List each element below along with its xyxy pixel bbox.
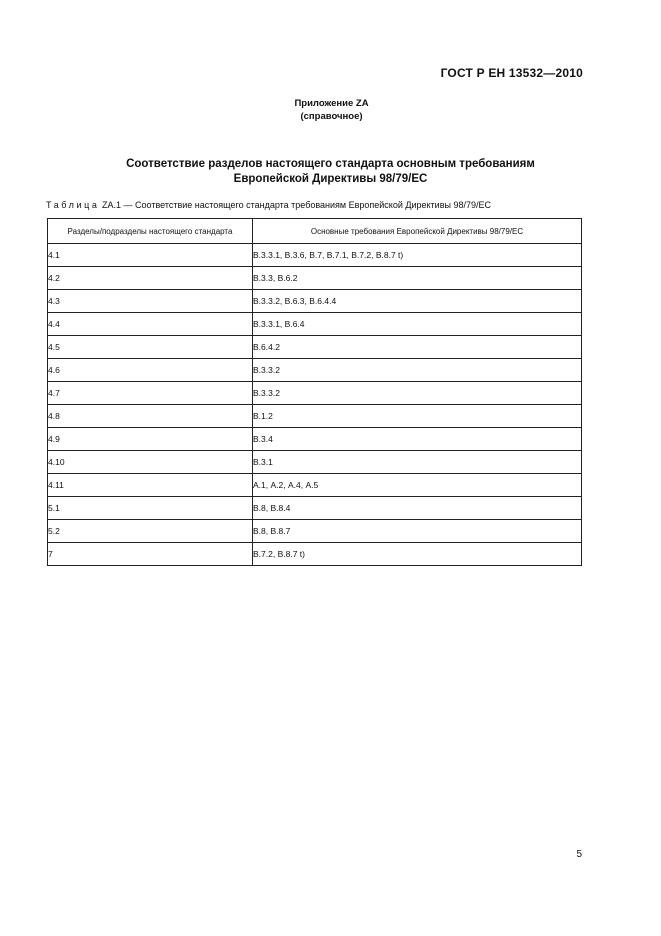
requirement-cell: В.3.3.2 bbox=[253, 359, 582, 382]
requirement-cell: А.1, А.2, А.4, А.5 bbox=[253, 474, 582, 497]
heading-line-2: Европейской Директивы 98/79/ЕС bbox=[233, 173, 428, 185]
section-heading bbox=[0, 157, 661, 187]
appendix-title: Приложение ZA bbox=[294, 98, 369, 109]
page-number: 5 bbox=[576, 849, 582, 860]
section-cell: 4.6 bbox=[48, 359, 253, 382]
column-header-sections: Разделы/подразделы настоящего стандарта bbox=[48, 219, 253, 244]
table-row bbox=[48, 520, 582, 543]
appendix-block bbox=[0, 97, 661, 123]
section-cell: 4.9 bbox=[48, 428, 253, 451]
table-row bbox=[48, 382, 582, 405]
table-row bbox=[48, 290, 582, 313]
section-cell: 4.5 bbox=[48, 336, 253, 359]
table-row bbox=[48, 428, 582, 451]
requirements-table bbox=[47, 218, 582, 566]
requirement-cell: В.8, В.8.4 bbox=[253, 497, 582, 520]
heading-line-1: Соответствие разделов настоящего стандарта основным требованиям bbox=[126, 158, 535, 170]
section-cell: 4.7 bbox=[48, 382, 253, 405]
table-row bbox=[48, 359, 582, 382]
requirement-cell: В.3.3.2, В.6.3, В.6.4.4 bbox=[253, 290, 582, 313]
table-row bbox=[48, 267, 582, 290]
table-row bbox=[48, 497, 582, 520]
section-cell: 4.8 bbox=[48, 405, 253, 428]
table-row bbox=[48, 313, 582, 336]
section-cell: 4.11 bbox=[48, 474, 253, 497]
table-row bbox=[48, 543, 582, 566]
requirement-cell: В.3.4 bbox=[253, 428, 582, 451]
requirement-cell: В.7.2, В.8.7 t) bbox=[253, 543, 582, 566]
table-row bbox=[48, 336, 582, 359]
requirement-cell: В.1.2 bbox=[253, 405, 582, 428]
table-caption bbox=[46, 200, 491, 210]
table-row bbox=[48, 244, 582, 267]
section-cell: 4.2 bbox=[48, 267, 253, 290]
table-caption-label: Таблица bbox=[46, 200, 100, 210]
requirement-cell: В.6.4.2 bbox=[253, 336, 582, 359]
requirement-cell: В.3.3, В.6.2 bbox=[253, 267, 582, 290]
requirement-cell: В.3.3.1, В.6.4 bbox=[253, 313, 582, 336]
section-cell: 5.1 bbox=[48, 497, 253, 520]
section-cell: 4.4 bbox=[48, 313, 253, 336]
document-code: ГОСТ Р ЕН 13532—2010 bbox=[440, 66, 583, 80]
appendix-subtitle: (справочное) bbox=[300, 111, 363, 122]
section-cell: 5.2 bbox=[48, 520, 253, 543]
column-header-requirements: Основные требования Европейской Директивы 98/79/ЕС bbox=[253, 219, 582, 244]
table-header-row bbox=[48, 219, 582, 244]
section-cell: 4.3 bbox=[48, 290, 253, 313]
section-cell: 4.10 bbox=[48, 451, 253, 474]
requirement-cell: В.3.1 bbox=[253, 451, 582, 474]
section-cell: 7 bbox=[48, 543, 253, 566]
requirement-cell: В.3.3.2 bbox=[253, 382, 582, 405]
table-caption-text: ZA.1 — Соответствие настоящего стандарта требованиям Европейской Директивы 98/79/ЕС bbox=[102, 200, 491, 210]
requirement-cell: В.3.3.1, В.3.6, В.7, В.7.1, В.7.2, В.8.7 t) bbox=[253, 244, 582, 267]
table-row bbox=[48, 474, 582, 497]
requirement-cell: В.8, В.8.7 bbox=[253, 520, 582, 543]
table-row bbox=[48, 451, 582, 474]
section-cell: 4.1 bbox=[48, 244, 253, 267]
table-row bbox=[48, 405, 582, 428]
